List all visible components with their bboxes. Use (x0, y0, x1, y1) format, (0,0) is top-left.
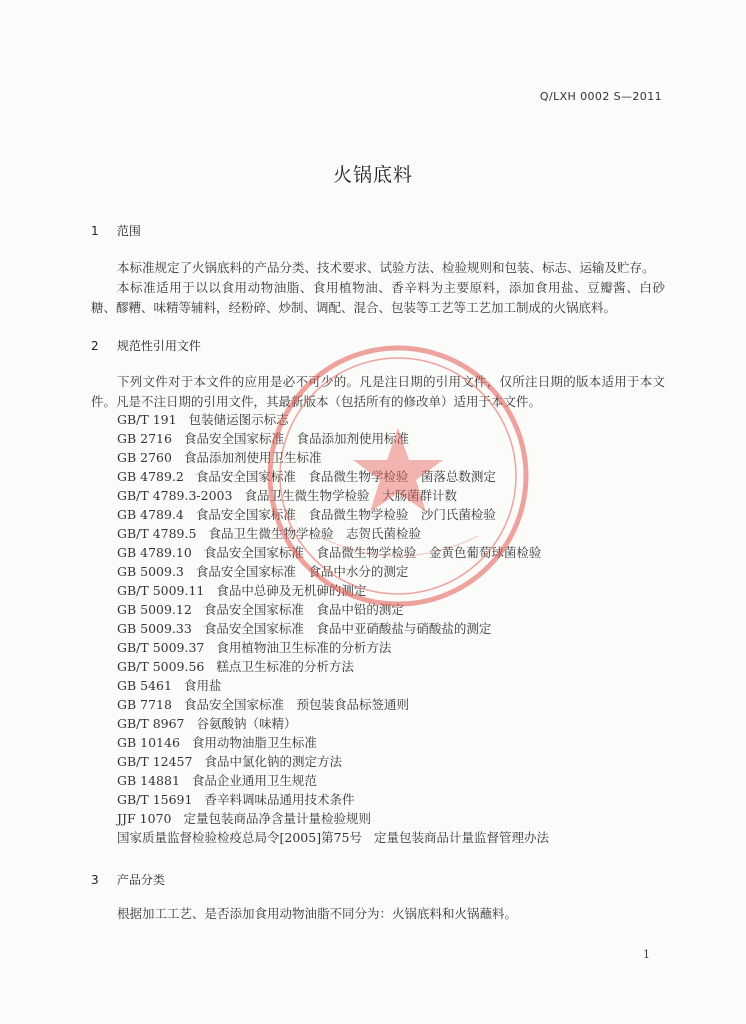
standard-code: Q/LXH 0002 S—2011 (539, 90, 662, 103)
reference-item (117, 657, 549, 676)
reference-item (117, 695, 549, 714)
reference-title: 食品中氯化钠的测定方法 (204, 754, 342, 769)
reference-item (117, 790, 549, 809)
reference-code: GB/T 5009.56 (117, 659, 205, 674)
reference-title: 食品安全国家标准 食品微生物学检验 金黄色葡萄球菌检验 (203, 545, 542, 560)
reference-item (117, 752, 549, 771)
section-title: 范围 (116, 224, 141, 238)
reference-title: 食品安全国家标准 食品添加剂使用标准 (183, 431, 409, 446)
reference-title: 食用动物油脂卫生标准 (191, 735, 317, 750)
scope-paragraph-2: 本标准适用于以以食用动物油脂、食用植物油、香辛料为主要原料，添加食用盐、豆瓣酱、白砂糖、醪糟、味精等辅料，经粉碎、炒制、调配、混合、包装等工艺等工艺加工制成的火锅底料。 (91, 280, 665, 315)
section-number: 2 (91, 339, 99, 353)
reference-title: 食品安全国家标准 食品微生物学检验 沙门氏菌检验 (195, 507, 496, 522)
reference-code: GB/T 8967 (117, 716, 185, 731)
section-title: 规范性引用文件 (116, 339, 201, 353)
section-heading-scope (91, 222, 141, 239)
page-number: 1 (643, 948, 650, 961)
reference-title: 食品安全国家标准 食品微生物学检验 菌落总数测定 (195, 469, 496, 484)
reference-title: 食用盐 (183, 678, 222, 693)
reference-item (117, 771, 549, 790)
reference-title: 食品中总砷及无机砷的测定 (216, 583, 367, 598)
reference-code: GB 7718 (117, 697, 172, 712)
reference-title: 食品卫生微生物学检验 志贺氏菌检验 (208, 526, 421, 541)
reference-title: 食品安全国家标准 食品中亚硝酸盐与硝酸盐的测定 (203, 621, 492, 636)
reference-title: 食品添加剂使用卫生标准 (183, 450, 322, 465)
reference-item (117, 562, 549, 581)
section-number: 3 (91, 873, 99, 887)
scope-paragraph-1: 本标准规定了火锅底料的产品分类、技术要求、试验方法、检验规则和包装、标志、运输及贮存。 (117, 260, 655, 275)
reference-code: GB 2716 (117, 431, 172, 446)
reference-title: 食用植物油卫生标准的分析方法 (216, 640, 392, 655)
reference-title: 食品卫生微生物学检验 大肠菌群计数 (244, 488, 457, 503)
reference-title: 包装储运图示标志 (188, 412, 289, 427)
reference-code: GB 4789.2 (117, 469, 184, 484)
reference-item (117, 619, 549, 638)
reference-item (117, 828, 549, 847)
reference-title: 食品企业通用卫生规范 (191, 773, 317, 788)
reference-item (117, 524, 549, 543)
reference-item (117, 543, 549, 562)
reference-code: GB/T 15691 (117, 792, 193, 807)
reference-item (117, 809, 549, 828)
reference-code: GB 5009.12 (117, 602, 192, 617)
reference-title: 香辛料调味品通用技术条件 (204, 792, 355, 807)
reference-title: 定量包装商品净含量计量检验规则 (183, 811, 371, 826)
reference-code: GB 10146 (117, 735, 180, 750)
reference-title: 糕点卫生标准的分析方法 (216, 659, 354, 674)
reference-item (117, 733, 549, 752)
reference-list (117, 410, 549, 847)
section-number: 1 (91, 224, 99, 238)
reference-code: GB 14881 (117, 773, 180, 788)
reference-code: GB 2760 (117, 450, 172, 465)
reference-code: JJF 1070 (117, 811, 172, 826)
reference-item (117, 714, 549, 733)
reference-title: 食品安全国家标准 食品中铅的测定 (203, 602, 404, 617)
reference-code: GB/T 5009.37 (117, 640, 205, 655)
reference-code: GB/T 4789.5 (117, 526, 197, 541)
references-intro: 下列文件对于本文件的应用是必不可少的。凡是注日期的引用文件，仅所注日期的版本适用于本文件。凡是不注日期的引用文件，其最新版本（包括所有的修改单）适用于本文件。 (91, 374, 665, 409)
reference-code: GB 5009.3 (117, 564, 184, 579)
reference-code: 国家质量监督检验检疫总局令[2005]第75号 (117, 830, 362, 845)
reference-code: GB 4789.10 (117, 545, 192, 560)
reference-item (117, 581, 549, 600)
section-heading-classification (91, 871, 165, 888)
reference-code: GB/T 12457 (117, 754, 193, 769)
reference-item (117, 429, 549, 448)
reference-item (117, 676, 549, 695)
classification-paragraph: 根据加工工艺、是否添加食用动物油脂不同分为：火锅底料和火锅蘸料。 (117, 906, 518, 921)
reference-code: GB 4789.4 (117, 507, 184, 522)
reference-item (117, 486, 549, 505)
reference-item (117, 638, 549, 657)
reference-code: GB/T 191 (117, 412, 177, 427)
reference-code: GB 5461 (117, 678, 172, 693)
document-title: 火锅底料 (332, 164, 413, 186)
reference-title: 定量包装商品计量监督管理办法 (373, 830, 549, 845)
reference-title: 食品安全国家标准 预包装食品标签通则 (183, 697, 409, 712)
reference-code: GB 5009.33 (117, 621, 192, 636)
reference-item (117, 410, 549, 429)
section-title: 产品分类 (116, 873, 165, 887)
reference-item (117, 600, 549, 619)
reference-item (117, 505, 549, 524)
reference-code: GB/T 4789.3-2003 (117, 488, 233, 503)
reference-code: GB/T 5009.11 (117, 583, 205, 598)
reference-title: 食品安全国家标准 食品中水分的测定 (195, 564, 409, 579)
reference-item (117, 448, 549, 467)
reference-item (117, 467, 549, 486)
reference-title: 谷氨酸钠（味精） (196, 716, 297, 731)
section-heading-references (91, 337, 201, 354)
